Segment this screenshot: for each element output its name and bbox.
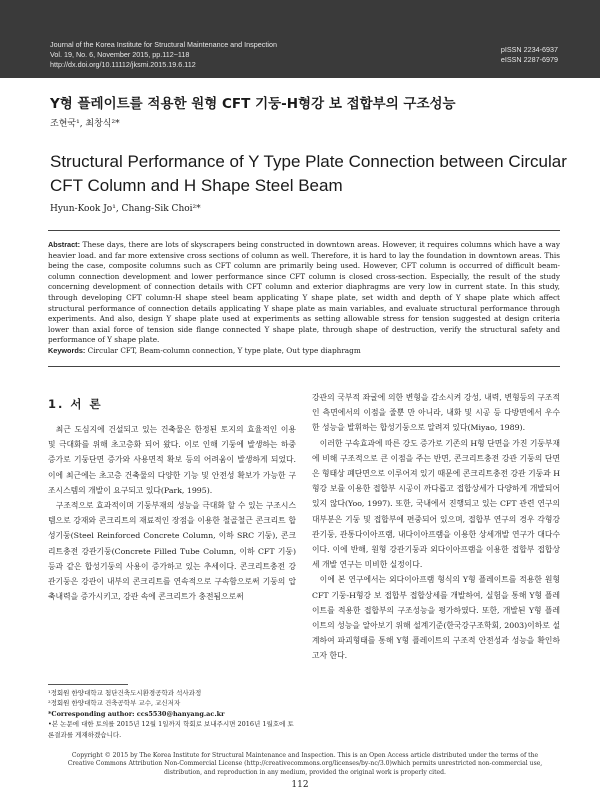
- paragraph: 강관의 국부적 좌굴에 의한 변형을 감소시켜 강성, 내력, 변형등의 구조적인 측면에서의 이점을 줄뿐 만 아니라, 내화 및 시공 등 다방면에서 우수한 성능을 발휘하는 합성기둥으로 알려져 있다(Miyao, 1989).: [312, 393, 560, 433]
- footnotes: [48, 688, 298, 740]
- paragraph: 이에 본 연구에서는 외다이아프램 형식의 Y형 플레이트를 적용한 원형 CFT 기둥-H형강 보 접합부 접합상세를 개발하여, 실험을 통해 Y형 플레이트를 적용한 접합부의 구조성능을 평가하였다. 또한, 개발된 Y형 플레이트의 성능을 알아보기 위해 설계기준(한국강구조학회, 2003)이하로 설계하여 파괴형태를 통해 Y형 플레이트의 구조적 안전성과 성능을 확인하고자 한다.: [312, 575, 560, 661]
- keywords: [48, 346, 560, 356]
- abstract-bottom-rule: [48, 366, 560, 367]
- copyright-notice: Copyright © 2015 by The Korea Institute for Structural Maintenance and Inspection. This is an Open Access article distributed under the terms of the Creative Commons Attribution Non-Commercial License (http://creativecommons.org/licenses/by-nc/3.0)which permits unrestricted non-commercial use, distribution, and reproduction in any medium, provided the original work is properly cited.: [67, 752, 543, 776]
- abstract-top-rule: [48, 230, 560, 231]
- footnote: •본 논문에 대한 토의를 2015년 12월 1일까지 학회로 보내주시면 2016년 1월호에 토론결과를 게재하겠습니다.: [48, 720, 294, 739]
- abstract-label: Abstract:: [48, 240, 81, 249]
- section-heading-introduction: 1. 서 론: [48, 397, 103, 411]
- english-authors: Hyun-Kook Jo¹, Chang-Sik Choi²*: [50, 204, 201, 214]
- abstract: [48, 240, 560, 346]
- korean-authors: 조현국¹, 최창식²*: [50, 119, 120, 129]
- footnote-corresponding-author: *Corresponding author: ccs5530@hanyang.ac.kr: [48, 709, 225, 718]
- journal-volume: Vol. 19, No. 6, November 2015, pp.112~118: [50, 50, 190, 59]
- keywords-text: Circular CFT, Beam-column connection, Y type plate, Out type diaphragm: [87, 346, 361, 355]
- paragraph: 최근 도심지에 건설되고 있는 건축물은 한정된 토지의 효율적인 이용 및 극대화를 위해 초고층화 되어 왔다. 이로 인해 기둥에 발생하는 하중 증가로 기둥단면 증가와 사용면적 확보 등의 어려움이 발생하게 되었다. 이에 최근에는 초고층 건축물의 다양한 기능 및 안전성 확보가 가능한 구조시스템의 개발이 요구되고 있다(Park, 1995).: [48, 425, 296, 495]
- keywords-label: Keywords:: [48, 346, 86, 355]
- footnote: ²정회원 한양대학교 건축공학부 교수, 교신저자: [48, 699, 181, 708]
- journal-info: [50, 40, 277, 70]
- footnote: ¹정회원 한양대학교 첨단건축도시환경공학과 석사과정: [48, 689, 202, 697]
- footnote-rule: [48, 684, 128, 685]
- english-title: Structural Performance of Y Type Plate Connection between Circular CFT Column and H Shape Steel Beam: [50, 152, 567, 195]
- korean-title: Y형 플레이트를 적용한 원형 CFT 기둥-H형강 보 접합부의 구조성능: [50, 96, 456, 112]
- abstract-text: These days, there are lots of skyscrapers being constructed in downtown areas. However, it requires columns which have a way heavier load. and far more extensive cross sections of column as well. Therefore, it is hard to lay the foundation in downtown areas. This being the case, composite columns such as CFT column are primarily being used. However, CFT column is occurred of difficult beam-column connection development and lower performance since CFT column is closed cross-section. Especially, the result of the study concerning development of connection details with CFT column and exterior diaphragms are very low in current state. In this study, through developing CFT column-H shape steel beam applicating Y shape plate, set width and depth of Y shape plate which affect structural performance of connection details applicating Y shape plate as main variables, and evaluate structural performance through experiments. And also, design Y shape plate used at experiments as setting allowable stress for tension suggested at design criteria lower than axial force of tension side flange connected Y shape plate, through shape of destruction, verify the structural safety and performance of Y shape plate.: [48, 240, 560, 345]
- issn-block: [501, 45, 558, 65]
- left-column: [48, 422, 296, 604]
- journal-name: Journal of the Korea Institute for Structural Maintenance and Inspection: [50, 40, 277, 49]
- journal-header: [0, 0, 600, 78]
- page-number: 112: [291, 780, 309, 790]
- right-column: [312, 390, 560, 664]
- eissn: eISSN 2287-6979: [500, 55, 558, 64]
- paragraph: 이러한 구속효과에 따른 강도 증가로 기존의 H형 단면을 가진 기둥부재에 비해 구조적으로 큰 이점을 주는 반면, 콘크리트충전 강관 기둥의 단면은 형태상 폐단면으로 이루어져 있기 때문에 콘크리트충전 강관 기둥과 H형강 보를 이용한 접합부 시공이 까다롭고 접합상세가 다양하게 개발되어 있지 않다(Yoo, 1997). 또한, 국내에서 진행되고 있는 CFT 관련 연구의 대부분은 기둥 및 접합부에 편중되어 있으며, 접합부 연구의 경우 각형강관기둥, 관통다이아프램, 내다이아프램을 이용한 상세개발 연구가 대다수이다. 이에 반해, 원형 강관기둥과 외다이아프램을 이용한 접합부 접합상세 개발 연구는 미비한 실정이다.: [312, 438, 560, 570]
- pissn: pISSN 2234-6937: [500, 45, 558, 54]
- paragraph: 구조적으로 효과적이며 기둥부재의 성능을 극대화 할 수 있는 구조시스템으로 강재와 콘크리트의 재료적인 장점을 이용한 철골철근 콘크리트 합성기둥(Steel Reinforced Concrete Column, 이하 SRC 기둥), 콘크리트충전 강관기둥(Concrete Filled Tube Column, 이하 CFT 기둥)등과 같은 합성기둥의 사용이 증가하고 있는 추세이다. 콘크리트충전 강관기둥은 강관이 내부의 콘크리트를 연속적으로 구속함으로써 기둥의 압축내력을 증가시키고, 강관 속에 콘크리트가 충전됨으로써: [48, 501, 296, 602]
- journal-doi[interactable]: http://dx.doi.org/10.11112/jksmi.2015.19.6.112: [50, 60, 196, 69]
